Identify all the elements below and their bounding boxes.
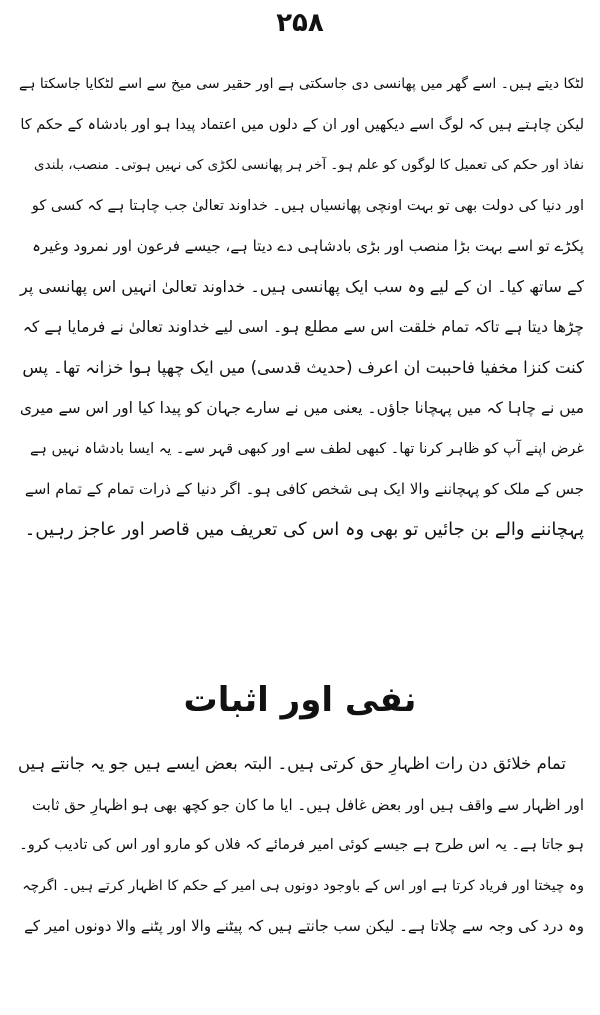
text-line: پکڑے تو اسے بہت بڑا منصب اور بڑی بادشاہی دے دیتا ہے، جیسے فرعون اور نمرود وغیرہ xyxy=(32,237,584,255)
text-line: نفاذ اور حکم کی تعمیل کا لوگوں کو علم ہو۔ آخر ہر پھانسی لکڑی کی نہیں ہوتی۔ منصب، بلندی xyxy=(34,157,584,173)
text-line: اور اظہار سے واقف ہیں اور بعض غافل ہیں۔ ایا ما کان جو کچھ بھی ہو اظہارِ حق ثابت xyxy=(31,795,584,814)
text-line: اور دنیا کی دولت بھی تو بہت اونچی پھانسیاں ہیں۔ خداوند تعالیٰ جب چاہتا ہے کہ کسی کو xyxy=(31,197,584,214)
text-line: جس کے ملک کو پہچاننے والا ایک ہی شخص کافی ہو۔ اگر دنیا کے ذرات تمام کے تمام اسے xyxy=(24,480,584,498)
text-line: کے ساتھ کیا۔ ان کے لیے وہ سب ایک پھانسی ہیں۔ خداوند تعالیٰ انہیں اس پھانسی پر xyxy=(19,276,584,296)
text-line: ہو جاتا ہے۔ یہ اس طرح ہے جیسے کوئی امیر فرمائے کہ فلاں کو مارو اور اس کی تادیب کرو۔ xyxy=(19,837,584,853)
text-line: لیکن چاہتے ہیں کہ لوگ اسے دیکھیں اور ان کے دلوں میں اعتماد پیدا ہو اور بادشاہ کے حکم کا xyxy=(20,116,584,133)
text-line: چڑھا دیتا ہے تاکہ تمام خلقت اس سے مطلع ہو۔ اسی لیے خداوند تعالیٰ نے فرمایا ہے کہ xyxy=(22,318,584,336)
text-line: لٹکا دیتے ہیں۔ اسے گھر میں پھانسی دی جاسکتی ہے اور حقیر سی میخ سے اسے لٹکایا جاسکتا ہے xyxy=(19,76,584,92)
text-line: وہ درد کی وجہ سے چلاتا ہے۔ لیکن سب جانتے ہیں کہ پیٹنے والا اور پٹنے والا دونوں امیر کے xyxy=(24,917,584,935)
text-line: میں نے چاہا کہ میں پہچانا جاؤں۔ یعنی میں نے سارے جہان کو پیدا کیا اور اس سے میری xyxy=(19,399,584,417)
text-line: تمام خلائق دن رات اظہارِ حق کرتی ہیں۔ البتہ بعض ایسے ہیں جو یہ جانتے ہیں xyxy=(18,754,566,773)
paragraph-section xyxy=(16,744,584,947)
text-line: غرض اپنے آپ کو ظاہر کرنا تھا۔ کبھی لطف سے اور کبھی قہر سے۔ یہ ایسا بادشاہ نہیں ہے xyxy=(29,440,584,457)
text-line: کنت کنزا مخفیا فاحببت ان اعرف (حدیث قدسی) میں ایک چھپا ہوا خزانہ تھا۔ پس xyxy=(22,357,584,377)
text-line: پہچاننے والے بن جائیں تو بھی وہ اس کی تعریف میں قاصر اور عاجز رہیں۔ xyxy=(24,518,584,540)
paragraph-main xyxy=(16,64,584,550)
text-line: وہ چیختا اور فریاد کرتا ہے اور اس کے باوجود دونوں ہی امیر کے حکم کا اظہار کرتے ہیں۔ اگرچہ xyxy=(22,877,584,894)
page-number: ۲۵۸ xyxy=(276,8,324,38)
section-heading: نفی اور اثبات xyxy=(183,680,417,720)
